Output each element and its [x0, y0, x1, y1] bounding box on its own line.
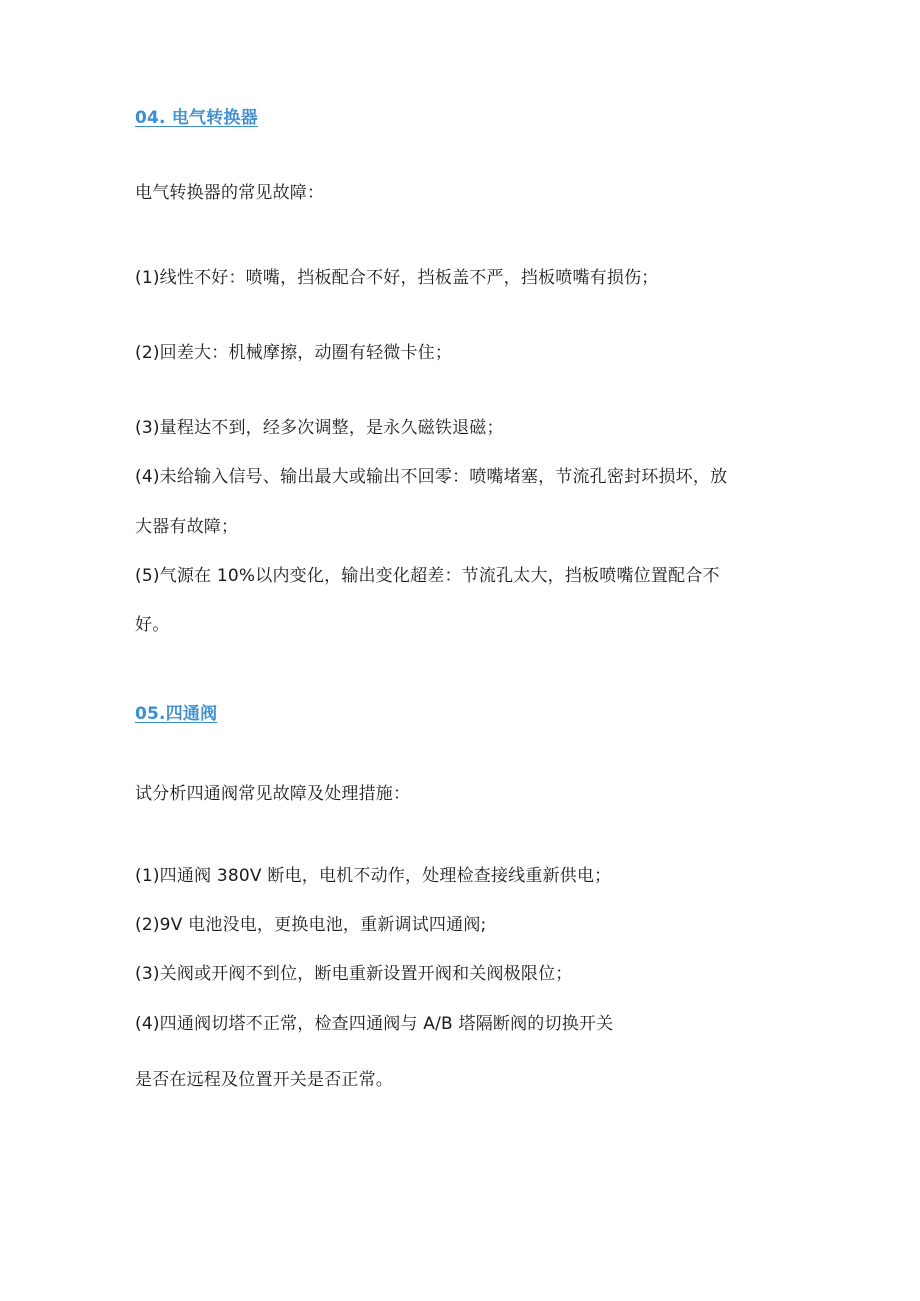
fault-item-3: (3)量程达不到，经多次调整，是永久磁铁退磁；	[135, 418, 504, 438]
fault-item-5-cont: 好。	[135, 615, 170, 635]
fault-item-4: (4)未给输入信号、输出最大或输出不回零：喷嘴堵塞，节流孔密封环损坏，放	[135, 467, 728, 487]
fault-item-1: (1)线性不好：喷嘴，挡板配合不好，挡板盖不严，挡板喷嘴有损伤；	[135, 268, 659, 288]
section-04-heading: 04. 电气转换器	[135, 108, 258, 128]
valve-item-4: (4)四通阀切塔不正常，检查四通阀与 A/B 塔隔断阀的切换开关	[135, 1014, 614, 1034]
valve-item-4-cont: 是否在远程及位置开关是否正常。	[135, 1070, 393, 1090]
valve-item-3: (3)关阀或开阀不到位，断电重新设置开阀和关阀极限位；	[135, 964, 573, 984]
fault-item-5: (5)气源在 10%以内变化，输出变化超差：节流孔太大，挡板喷嘴位置配合不	[135, 566, 720, 586]
fault-item-2: (2)回差大：机械摩擦，动圈有轻微卡住；	[135, 343, 453, 363]
section-04-intro: 电气转换器的常见故障：	[135, 183, 325, 203]
valve-item-1: (1)四通阀 380V 断电，电机不动作，处理检查接线重新供电；	[135, 866, 612, 886]
valve-item-2: (2)9V 电池没电，更换电池，重新调试四通阀;	[135, 915, 487, 935]
section-05-intro: 试分析四通阀常见故障及处理措施：	[135, 784, 411, 804]
section-05-heading: 05.四通阀	[135, 704, 218, 724]
fault-item-4-cont: 大器有故障；	[135, 517, 239, 537]
